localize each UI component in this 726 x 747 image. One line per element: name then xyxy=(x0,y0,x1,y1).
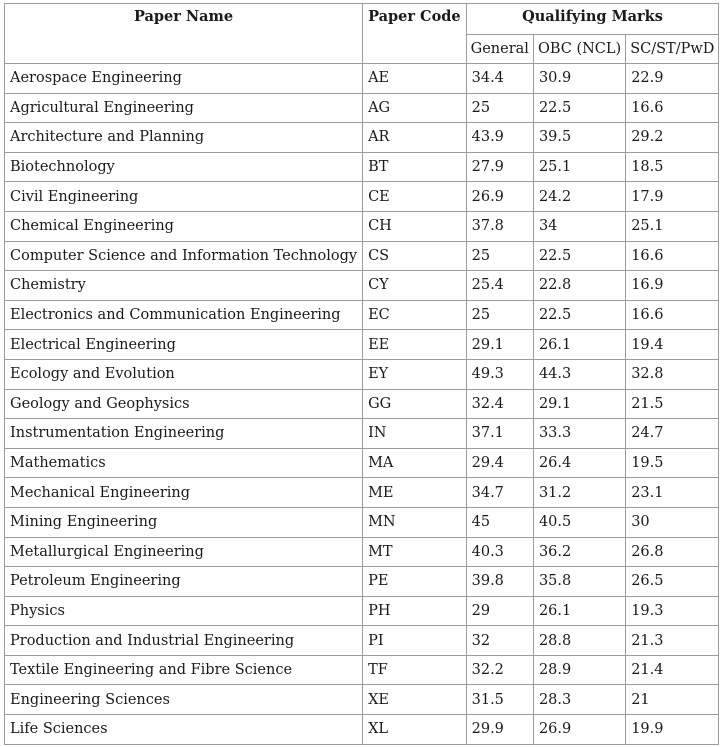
general-marks-cell: 45 xyxy=(466,507,533,537)
paper-code-cell: AG xyxy=(363,93,467,123)
obc-marks-cell: 44.3 xyxy=(533,359,625,389)
sc-st-pwd-marks-cell: 16.6 xyxy=(626,300,719,330)
sc-st-pwd-marks-cell: 24.7 xyxy=(626,419,719,449)
general-marks-cell: 32.4 xyxy=(466,389,533,419)
sc-st-pwd-marks-cell: 16.9 xyxy=(626,271,719,301)
paper-code-cell: MT xyxy=(363,537,467,567)
paper-code-cell: XE xyxy=(363,685,467,715)
general-marks-cell: 39.8 xyxy=(466,567,533,597)
table-row xyxy=(5,330,719,360)
header-paper-code: Paper Code xyxy=(363,4,467,64)
table-row xyxy=(5,715,719,745)
paper-code-cell: XL xyxy=(363,715,467,745)
sc-st-pwd-marks-cell: 25.1 xyxy=(626,211,719,241)
obc-marks-cell: 25.1 xyxy=(533,152,625,182)
obc-marks-cell: 22.5 xyxy=(533,241,625,271)
table-row xyxy=(5,211,719,241)
paper-code-cell: CE xyxy=(363,182,467,212)
paper-name-cell: Mining Engineering xyxy=(5,507,363,537)
qualifying-marks-table xyxy=(4,3,719,745)
obc-marks-cell: 22.8 xyxy=(533,271,625,301)
sc-st-pwd-marks-cell: 19.4 xyxy=(626,330,719,360)
obc-marks-cell: 26.4 xyxy=(533,448,625,478)
table-row xyxy=(5,359,719,389)
paper-name-cell: Mathematics xyxy=(5,448,363,478)
paper-code-cell: GG xyxy=(363,389,467,419)
table-row xyxy=(5,478,719,508)
table-row xyxy=(5,182,719,212)
paper-name-cell: Electrical Engineering xyxy=(5,330,363,360)
obc-marks-cell: 29.1 xyxy=(533,389,625,419)
general-marks-cell: 29.4 xyxy=(466,448,533,478)
qualifying-marks-table-wrapper xyxy=(4,3,719,745)
obc-marks-cell: 30.9 xyxy=(533,64,625,94)
paper-code-cell: EE xyxy=(363,330,467,360)
paper-name-cell: Aerospace Engineering xyxy=(5,64,363,94)
header-qualifying-marks: Qualifying Marks xyxy=(466,4,719,35)
paper-name-cell: Civil Engineering xyxy=(5,182,363,212)
obc-marks-cell: 28.3 xyxy=(533,685,625,715)
paper-name-cell: Metallurgical Engineering xyxy=(5,537,363,567)
obc-marks-cell: 39.5 xyxy=(533,123,625,153)
paper-code-cell: AE xyxy=(363,64,467,94)
paper-name-cell: Electronics and Communication Engineering xyxy=(5,300,363,330)
paper-name-cell: Chemistry xyxy=(5,271,363,301)
header-obc: OBC (NCL) xyxy=(533,34,625,64)
paper-name-cell: Biotechnology xyxy=(5,152,363,182)
table-row xyxy=(5,419,719,449)
general-marks-cell: 31.5 xyxy=(466,685,533,715)
general-marks-cell: 37.1 xyxy=(466,419,533,449)
sc-st-pwd-marks-cell: 29.2 xyxy=(626,123,719,153)
obc-marks-cell: 26.1 xyxy=(533,596,625,626)
table-row xyxy=(5,389,719,419)
general-marks-cell: 40.3 xyxy=(466,537,533,567)
table-row xyxy=(5,152,719,182)
table-row xyxy=(5,655,719,685)
obc-marks-cell: 31.2 xyxy=(533,478,625,508)
general-marks-cell: 29 xyxy=(466,596,533,626)
obc-marks-cell: 33.3 xyxy=(533,419,625,449)
table-row xyxy=(5,448,719,478)
paper-code-cell: CH xyxy=(363,211,467,241)
table-header xyxy=(5,4,719,64)
table-row xyxy=(5,64,719,94)
sc-st-pwd-marks-cell: 16.6 xyxy=(626,93,719,123)
general-marks-cell: 26.9 xyxy=(466,182,533,212)
table-row xyxy=(5,271,719,301)
sc-st-pwd-marks-cell: 16.6 xyxy=(626,241,719,271)
general-marks-cell: 25.4 xyxy=(466,271,533,301)
paper-name-cell: Production and Industrial Engineering xyxy=(5,626,363,656)
header-paper-name: Paper Name xyxy=(5,4,363,64)
sc-st-pwd-marks-cell: 26.8 xyxy=(626,537,719,567)
table-row xyxy=(5,567,719,597)
general-marks-cell: 34.4 xyxy=(466,64,533,94)
table-row xyxy=(5,596,719,626)
paper-code-cell: PE xyxy=(363,567,467,597)
sc-st-pwd-marks-cell: 19.5 xyxy=(626,448,719,478)
table-row xyxy=(5,300,719,330)
paper-code-cell: AR xyxy=(363,123,467,153)
general-marks-cell: 34.7 xyxy=(466,478,533,508)
paper-code-cell: CS xyxy=(363,241,467,271)
paper-code-cell: ME xyxy=(363,478,467,508)
sc-st-pwd-marks-cell: 30 xyxy=(626,507,719,537)
table-row xyxy=(5,685,719,715)
general-marks-cell: 25 xyxy=(466,241,533,271)
paper-name-cell: Chemical Engineering xyxy=(5,211,363,241)
general-marks-cell: 25 xyxy=(466,300,533,330)
paper-code-cell: PH xyxy=(363,596,467,626)
obc-marks-cell: 35.8 xyxy=(533,567,625,597)
paper-name-cell: Computer Science and Information Technology xyxy=(5,241,363,271)
paper-name-cell: Geology and Geophysics xyxy=(5,389,363,419)
obc-marks-cell: 22.5 xyxy=(533,300,625,330)
obc-marks-cell: 28.8 xyxy=(533,626,625,656)
paper-code-cell: BT xyxy=(363,152,467,182)
table-body xyxy=(5,64,719,745)
sc-st-pwd-marks-cell: 21.4 xyxy=(626,655,719,685)
obc-marks-cell: 36.2 xyxy=(533,537,625,567)
paper-name-cell: Physics xyxy=(5,596,363,626)
obc-marks-cell: 28.9 xyxy=(533,655,625,685)
sc-st-pwd-marks-cell: 19.9 xyxy=(626,715,719,745)
general-marks-cell: 49.3 xyxy=(466,359,533,389)
paper-code-cell: CY xyxy=(363,271,467,301)
general-marks-cell: 37.8 xyxy=(466,211,533,241)
obc-marks-cell: 40.5 xyxy=(533,507,625,537)
general-marks-cell: 25 xyxy=(466,93,533,123)
paper-code-cell: EY xyxy=(363,359,467,389)
table-row xyxy=(5,241,719,271)
table-row xyxy=(5,123,719,153)
sc-st-pwd-marks-cell: 21.5 xyxy=(626,389,719,419)
table-row xyxy=(5,537,719,567)
table-row xyxy=(5,507,719,537)
paper-name-cell: Life Sciences xyxy=(5,715,363,745)
paper-code-cell: PI xyxy=(363,626,467,656)
general-marks-cell: 32 xyxy=(466,626,533,656)
paper-code-cell: EC xyxy=(363,300,467,330)
sc-st-pwd-marks-cell: 19.3 xyxy=(626,596,719,626)
sc-st-pwd-marks-cell: 21 xyxy=(626,685,719,715)
paper-name-cell: Architecture and Planning xyxy=(5,123,363,153)
paper-name-cell: Agricultural Engineering xyxy=(5,93,363,123)
obc-marks-cell: 34 xyxy=(533,211,625,241)
general-marks-cell: 29.1 xyxy=(466,330,533,360)
paper-name-cell: Ecology and Evolution xyxy=(5,359,363,389)
sc-st-pwd-marks-cell: 21.3 xyxy=(626,626,719,656)
header-sc-st-pwd: SC/ST/PwD xyxy=(626,34,719,64)
paper-name-cell: Mechanical Engineering xyxy=(5,478,363,508)
obc-marks-cell: 26.9 xyxy=(533,715,625,745)
paper-name-cell: Textile Engineering and Fibre Science xyxy=(5,655,363,685)
header-general: General xyxy=(466,34,533,64)
obc-marks-cell: 22.5 xyxy=(533,93,625,123)
paper-name-cell: Instrumentation Engineering xyxy=(5,419,363,449)
general-marks-cell: 29.9 xyxy=(466,715,533,745)
general-marks-cell: 32.2 xyxy=(466,655,533,685)
general-marks-cell: 43.9 xyxy=(466,123,533,153)
sc-st-pwd-marks-cell: 32.8 xyxy=(626,359,719,389)
paper-code-cell: MA xyxy=(363,448,467,478)
table-row xyxy=(5,626,719,656)
sc-st-pwd-marks-cell: 23.1 xyxy=(626,478,719,508)
paper-name-cell: Petroleum Engineering xyxy=(5,567,363,597)
sc-st-pwd-marks-cell: 26.5 xyxy=(626,567,719,597)
paper-code-cell: MN xyxy=(363,507,467,537)
paper-code-cell: IN xyxy=(363,419,467,449)
sc-st-pwd-marks-cell: 18.5 xyxy=(626,152,719,182)
sc-st-pwd-marks-cell: 22.9 xyxy=(626,64,719,94)
table-row xyxy=(5,93,719,123)
obc-marks-cell: 24.2 xyxy=(533,182,625,212)
paper-name-cell: Engineering Sciences xyxy=(5,685,363,715)
sc-st-pwd-marks-cell: 17.9 xyxy=(626,182,719,212)
paper-code-cell: TF xyxy=(363,655,467,685)
obc-marks-cell: 26.1 xyxy=(533,330,625,360)
general-marks-cell: 27.9 xyxy=(466,152,533,182)
